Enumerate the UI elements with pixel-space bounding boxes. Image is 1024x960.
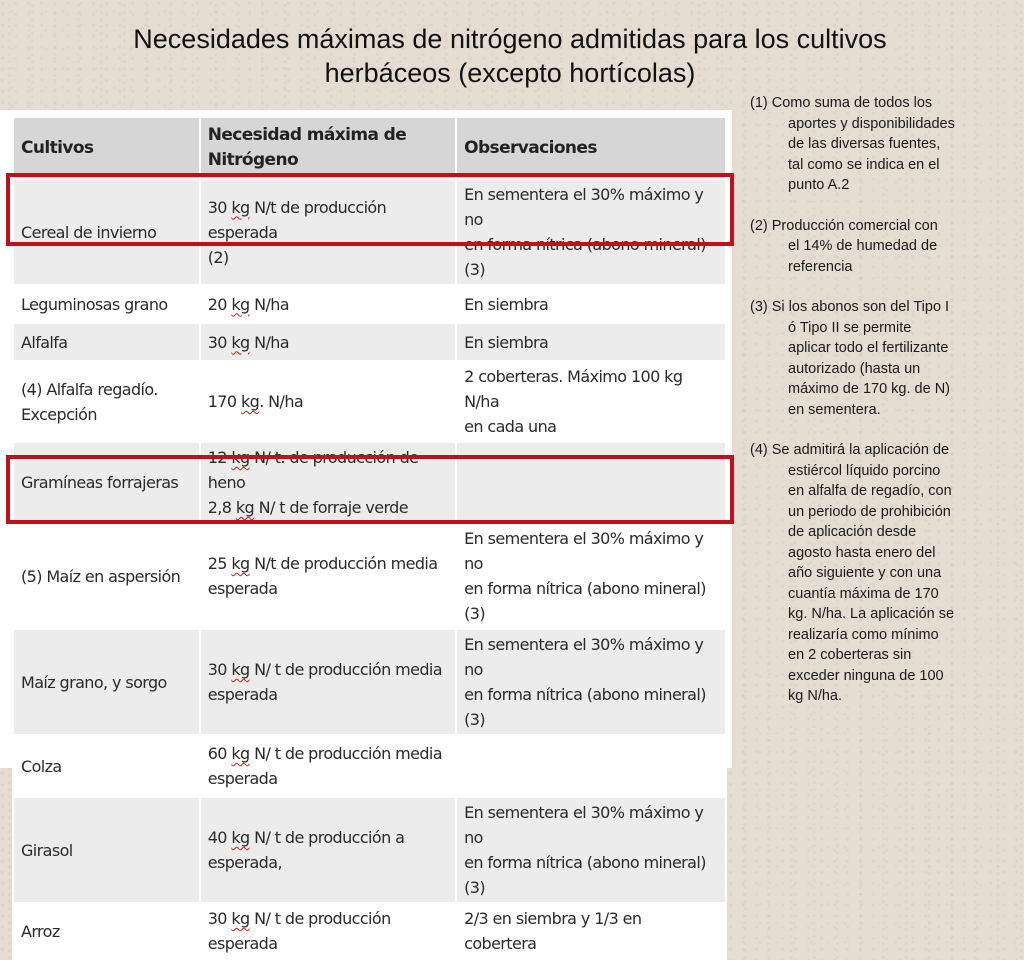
spellcheck-mark: kg (231, 909, 250, 928)
cell-necesidad-line: esperada (207, 769, 278, 788)
cell-necesidad-line: 30 kg N/t de producción esperada (207, 197, 387, 242)
cell-observaciones (456, 523, 726, 629)
spellcheck-mark: kg (240, 392, 260, 411)
cell-observaciones-line: en forma nítrica (abono mineral)(3) (464, 853, 706, 897)
cell-cultivo (13, 903, 200, 959)
cell-observaciones-line: 2 coberteras. Máximo 100 kg N/ha (464, 367, 683, 411)
cell-necesidad (200, 323, 456, 361)
spellcheck-mark: kg (231, 294, 250, 314)
cell-cultivo-line: (5) Maíz en aspersión (21, 566, 181, 586)
cell-cultivo (13, 523, 200, 629)
cell-necesidad (200, 797, 456, 903)
footnote-line: kg. N/ha. La aplicación se (788, 606, 955, 622)
cell-necesidad-line: 30 kg N/ t de producción esperada (207, 909, 391, 953)
cell-observaciones-line: en forma nítrica (abono mineral)(3) (464, 579, 706, 623)
footnote-line: aplicar todo el fertilizante (788, 340, 949, 356)
cell-necesidad-line: 60 kg N/ t de producción media (207, 744, 442, 763)
cell-cultivo-line: Colza (21, 756, 62, 776)
header-necesidad-line2: Nitrógeno (207, 150, 299, 170)
highlight-box-cereal (6, 173, 734, 246)
cell-cultivo-line: Excepción (21, 404, 97, 424)
footnote-line: realizaría como mínimo (788, 626, 939, 643)
footnotes (750, 93, 998, 727)
cell-cultivo-line: Leguminosas grano (21, 294, 168, 314)
cell-observaciones (456, 629, 726, 735)
cell-observaciones-line: En sementera el 30% máximo y no (464, 635, 704, 679)
cell-necesidad (200, 629, 456, 735)
cell-cultivo (13, 361, 200, 442)
cell-necesidad-line: 12 kg N/ t. de producción de heno (207, 448, 419, 492)
cell-observaciones-line: En siembra (464, 332, 549, 352)
spellcheck-mark: kg (231, 197, 250, 217)
cell-observaciones-line: en forma nítrica (abono mineral)(3) (464, 685, 706, 729)
cell-necesidad (200, 523, 456, 629)
footnote-line: autorizado (hasta un (788, 360, 921, 377)
title-line-2: herbáceos (excepto hortícolas) (324, 58, 696, 88)
spellcheck-mark: kg (231, 554, 250, 573)
cell-cultivo-line: Gramíneas forrajeras (21, 473, 179, 492)
cell-cultivo (13, 285, 200, 323)
header-cultivos: Cultivos (13, 117, 200, 179)
cell-observaciones (456, 903, 726, 959)
cell-observaciones (456, 323, 726, 361)
footnote-first-line: (3) Si los abonos son del Tipo I (750, 299, 950, 315)
table-header-row (13, 117, 726, 179)
cell-cultivo (13, 735, 200, 797)
footnote-line: año siguiente y con una (788, 565, 942, 581)
footnote-line: aportes y disponibilidades (788, 115, 955, 132)
cell-observaciones-line: En siembra (464, 294, 549, 314)
cell-observaciones-line: En sementera el 30% máximo y no (464, 529, 704, 573)
header-necesidad-line1: Necesidad máxima de (207, 125, 407, 145)
footnote-line: ó Tipo II se permite (788, 319, 912, 336)
cell-necesidad-line: 25 kg N/t de producción media (207, 554, 438, 573)
table-row (13, 797, 726, 903)
table-body (13, 179, 726, 959)
footnote-line: en alfalfa de regadío, con (788, 483, 952, 499)
spellcheck-mark: kg (231, 660, 250, 679)
cell-cultivo-line: Alfalfa (21, 332, 68, 352)
cell-necesidad (200, 285, 456, 323)
cell-cultivo (13, 797, 200, 903)
cell-necesidad-line: 20 kg N/ha (207, 294, 290, 314)
footnote-line: de aplicación desde (788, 524, 917, 540)
cell-cultivo (13, 629, 200, 735)
table-row (13, 735, 726, 797)
footnote-line: el 14% de humedad de (788, 238, 938, 254)
footnote-line: exceder ninguna de 100 (788, 667, 944, 684)
cell-observaciones-line: 2/3 en siembra y 1/3 en cobertera (464, 909, 642, 953)
header-observaciones: Observaciones (456, 117, 726, 179)
cell-necesidad-line: 30 kg N/ t de producción media (207, 660, 442, 679)
footnote-line: agosto hasta enero del (788, 544, 936, 561)
cell-observaciones (456, 361, 726, 442)
spellcheck-mark: kg (235, 498, 255, 517)
cell-cultivo-line: Girasol (21, 840, 73, 860)
cell-necesidad-line: 170 kg. N/ha (207, 392, 304, 411)
cell-necesidad-line: esperada (207, 685, 278, 704)
footnote-line: máximo de 170 kg. de N) (788, 381, 950, 397)
cell-cultivo-line: Cereal de invierno (21, 222, 157, 242)
table-row (13, 361, 726, 442)
cell-observaciones (456, 285, 726, 323)
cell-necesidad-line: 40 kg N/ t de producción a (207, 828, 405, 847)
footnote-4 (750, 440, 998, 707)
footnote-line: punto A.2 (788, 177, 850, 193)
cell-observaciones-line: En sementera el 30% máximo y no (464, 803, 704, 847)
table-row (13, 323, 726, 361)
table-row (13, 285, 726, 323)
table-row (13, 523, 726, 629)
cell-necesidad-line: esperada (207, 579, 278, 598)
footnote-line: kg N/ha. (788, 688, 842, 704)
footnote-first-line: (4) Se admitirá la aplicación de (750, 442, 950, 458)
cell-cultivo-line: Maíz grano, y sorgo (21, 672, 167, 692)
footnote-line: estiércol líquido porcino (788, 462, 941, 479)
footnote-line: en 2 coberteras sin (788, 647, 912, 663)
cell-necesidad (200, 361, 456, 442)
slide-title (60, 22, 960, 90)
footnote-line: de las diversas fuentes, (788, 136, 941, 152)
spellcheck-mark: kg (231, 448, 250, 467)
footnote-3 (750, 297, 998, 420)
cell-necesidad-line: esperada, (207, 853, 282, 872)
highlight-box-maiz-aspersion (6, 455, 734, 524)
cell-observaciones (456, 735, 726, 797)
cell-cultivo-line: Arroz (21, 921, 60, 941)
cell-cultivo (13, 323, 200, 361)
title-line-1: Necesidades máximas de nitrógeno admitidas para los cultivos (133, 24, 887, 54)
cell-cultivo-line: (4) Alfalfa regadío. (21, 379, 158, 399)
footnote-1 (750, 93, 998, 196)
cell-necesidad (200, 903, 456, 959)
footnote-line: referencia (788, 258, 853, 275)
spellcheck-mark: kg (231, 828, 250, 847)
spellcheck-mark: kg (231, 332, 250, 352)
cell-necesidad-line: 2,8 kg N/ t de forraje verde (207, 498, 408, 517)
footnote-line: un periodo de prohibición (788, 503, 951, 520)
cell-observaciones-line: en cada una (464, 417, 557, 436)
header-necesidad (200, 117, 456, 179)
footnote-2 (750, 216, 998, 278)
table-row (13, 629, 726, 735)
footnote-line: tal como se indica en el (788, 156, 940, 173)
cell-necesidad-line: 30 kg N/ha (207, 332, 290, 352)
footnote-first-line: (1) Como suma de todos los (750, 95, 933, 111)
cell-observaciones (456, 797, 726, 903)
table-row (13, 903, 726, 959)
cell-observaciones-line: En sementera el 30% máximo y no (464, 185, 704, 229)
footnote-first-line: (2) Producción comercial con (750, 217, 938, 234)
cell-observaciones-line: en forma nítrica (abono mineral) (3) (464, 235, 706, 279)
footnote-line: cuantía máxima de 170 (788, 585, 939, 602)
cell-necesidad (200, 735, 456, 797)
cell-necesidad-line: (2) (207, 247, 229, 267)
footnote-line: en sementera. (788, 401, 881, 418)
spellcheck-mark: kg (231, 744, 250, 763)
